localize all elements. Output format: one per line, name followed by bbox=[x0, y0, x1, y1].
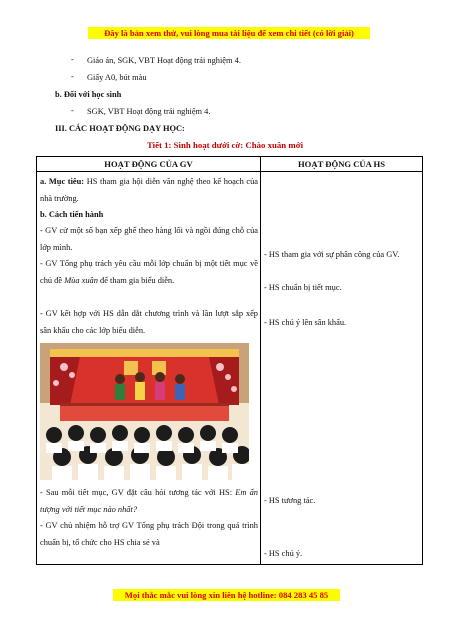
hs-item-5: - HS chú ý. bbox=[264, 549, 303, 558]
bullet-dash: - bbox=[71, 55, 74, 64]
lesson-title: Tiết 1: Sinh hoạt dưới cờ: Chào xuân mới bbox=[146, 140, 304, 150]
teacher-material-2: Giấy A0, bút màu bbox=[87, 73, 147, 82]
bullet-dash: - bbox=[71, 72, 74, 81]
goal-text: HS tham gia hội diễn văn nghệ theo kế hoạch của nhà trường. bbox=[40, 177, 258, 203]
method-heading: b. Cách tiến hành bbox=[40, 210, 104, 219]
step-4 bbox=[40, 485, 258, 518]
stage-performance-illustration bbox=[40, 343, 249, 480]
step-1: - GV cử một số bạn xếp ghế theo hàng lối và ngồi đúng chỗ của lớp mình. bbox=[40, 226, 258, 252]
step-2-post: để tham gia biểu diễn. bbox=[97, 275, 175, 285]
step-2 bbox=[40, 256, 258, 289]
preview-banner: Đây là bản xem thử, vui lòng mua tài liệu để xem chi tiết (có lời giải) bbox=[88, 27, 370, 39]
student-material-1: SGK, VBT Hoạt động trải nghiệm 4. bbox=[87, 107, 211, 116]
activity-table bbox=[36, 156, 423, 565]
gv-activities-cell bbox=[37, 172, 261, 565]
step-5: - GV chủ nhiệm hỗ trợ GV Tổng phụ trách Đội trong quá trình chuẩn bị, tổ chức cho HS chia sẻ và bbox=[40, 521, 258, 547]
teacher-material-1: Giáo án, SGK, VBT Hoạt động trải nghiệm 4. bbox=[87, 56, 241, 65]
col-header-hs: HOẠT ĐỘNG CỦA HS bbox=[261, 157, 423, 172]
hs-item-2: - HS chuẩn bị tiết mục. bbox=[264, 283, 342, 292]
hs-item-4: - HS tương tác. bbox=[264, 496, 316, 505]
step-3: - GV kết hợp với HS dẫn dắt chương trình và lần lượt sắp xếp sân khấu cho các lớp biểu diễn. bbox=[40, 309, 258, 335]
goal-paragraph bbox=[40, 174, 258, 207]
hotline-banner: Mọi thắc mắc vui lòng xin liên hệ hotline: 084 283 45 85 bbox=[113, 589, 340, 601]
step-2-pre: - GV Tổng phụ trách yêu cầu mỗi lớp chuẩn bị một tiết mục về chủ đề bbox=[40, 259, 258, 285]
step-2-theme: Mùa xuân bbox=[64, 275, 98, 285]
hs-item-1: - HS tham gia với sự phân công của GV. bbox=[264, 250, 400, 259]
step-4-question: Em ấn tượng với tiết mục nào nhất? bbox=[40, 488, 258, 514]
hs-item-3: - HS chú ý lên sân khấu. bbox=[264, 318, 347, 327]
col-header-gv: HOẠT ĐỘNG CỦA GV bbox=[37, 157, 261, 172]
hs-activities-cell bbox=[261, 172, 423, 565]
goal-label: a. Mục tiêu: bbox=[40, 177, 85, 186]
step-4-pre: - Sau mỗi tiết mục, GV đặt câu hỏi tương tác với HS: bbox=[40, 488, 236, 497]
bullet-dash: - bbox=[71, 106, 74, 115]
student-heading: b. Đối với học sinh bbox=[55, 90, 122, 99]
section-heading: III. CÁC HOẠT ĐỘNG DẠY HỌC: bbox=[55, 124, 185, 133]
